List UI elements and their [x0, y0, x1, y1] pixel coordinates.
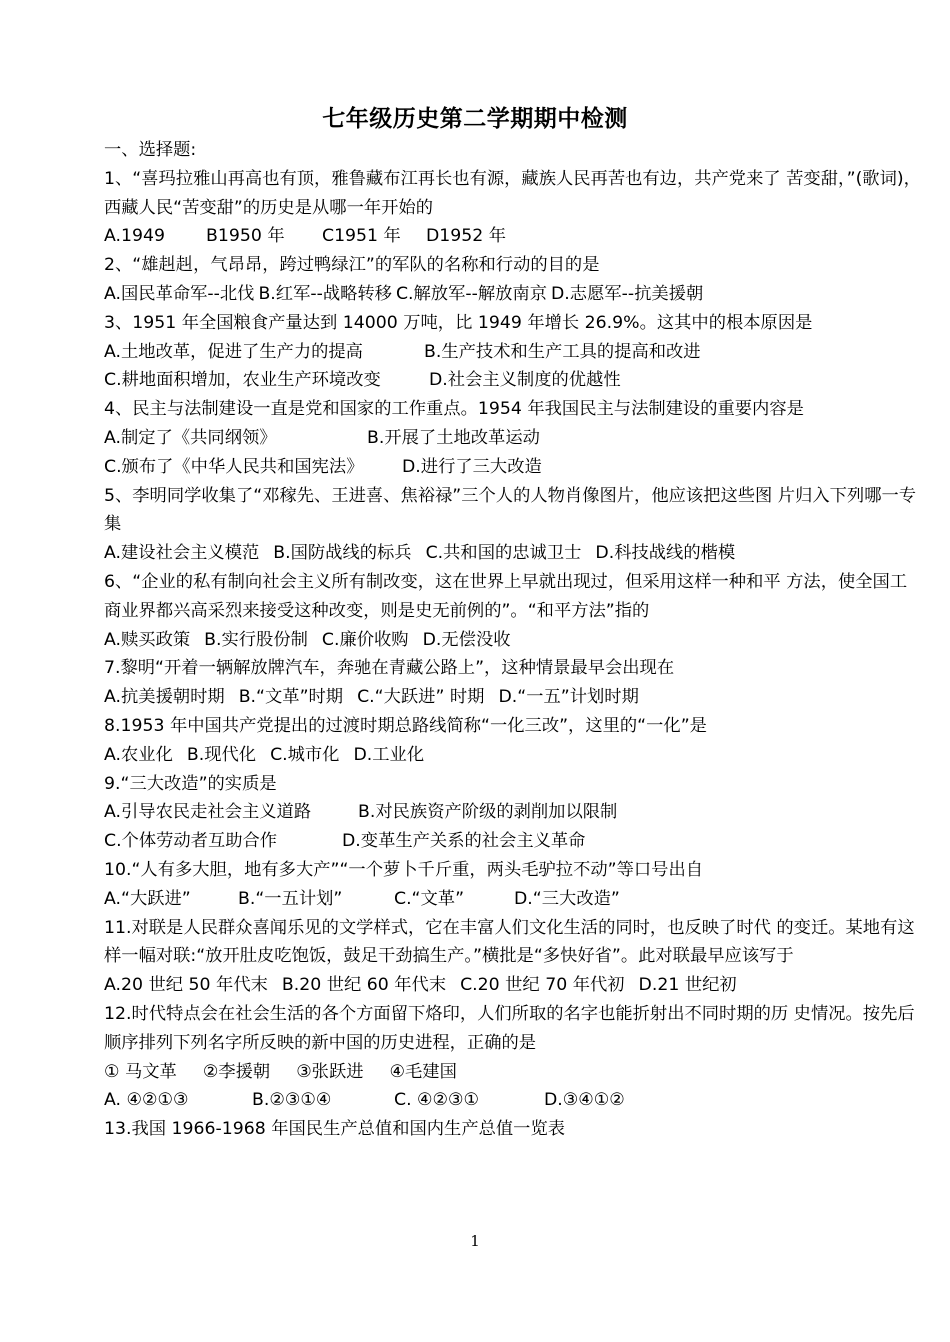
- option: B.实行股份制: [204, 629, 308, 650]
- option: D.工业化: [353, 744, 425, 765]
- option: A.引导农民走社会主义道路: [104, 802, 312, 823]
- option: B.对民族资产阶级的剥削加以限制: [358, 802, 618, 823]
- name-item: ③张跃进: [296, 1061, 364, 1082]
- option: B.生产技术和生产工具的提高和改进: [424, 341, 701, 362]
- question-stem: 11.对联是人民群众喜闻乐见的文学样式，它在丰富人们文化生活的同时，也反映了时代 的变迁。某地有这样一幅对联:“放开肚皮吃饱饭，鼓足干劲搞生产。”横批是“多快好省”。此对联最早应该写于: [104, 917, 915, 967]
- option: D.社会主义制度的优越性: [429, 370, 621, 391]
- option: C.“大跃进” 时期: [357, 687, 485, 708]
- question-stem: 5、李明同学收集了“邓稼先、王进喜、焦裕禄”三个人的人物肖像图片，他应该把这些图 片归入下列哪一专集: [104, 485, 917, 535]
- option: C.解放军--解放南京: [395, 283, 547, 304]
- question-stem: 1、“喜玛拉雅山再高也有顶，雅鲁藏布江再长也有源，藏族人民再苦也有边，共产党来了 苦变甜，”(歌词)，西藏人民“苦变甜”的历史是从哪一年开始的: [104, 168, 921, 218]
- option: C.20 世纪 70 年代初: [460, 975, 625, 996]
- option: B.“文革”时期: [238, 687, 344, 708]
- option: B.国防战线的标兵: [273, 543, 412, 564]
- question-stem: 9.“三大改造”的实质是: [104, 773, 277, 794]
- question-stem: 12.时代特点会在社会生活的各个方面留下烙印，人们所取的名字也能折射出不同时期的历 史情况。按先后顺序排列下列名字所反映的新中国的历史进程，正确的是: [104, 1003, 915, 1053]
- question-stem: 3、1951 年全国粮食产量达到 14000 万吨，比 1949 年增长 26.9%。这其中的根本原因是: [104, 312, 813, 333]
- question-options: [104, 338, 924, 367]
- question-options: [104, 453, 924, 482]
- question-options: [104, 741, 924, 770]
- option: B.现代化: [186, 744, 257, 765]
- option: D.志愿军--抗美援朝: [550, 283, 704, 304]
- question-options: [104, 222, 924, 251]
- question-stem: 13.我国 1966-1968 年国民生产总值和国内生产总值一览表: [104, 1119, 566, 1140]
- option: B.红军--战略转移: [258, 283, 392, 304]
- question-stem: 6、“企业的私有制向社会主义所有制改变，这在世界上早就出现过，但采用这样一种和平 方法，使全国工商业界都兴高采烈来接受这种改变，则是史无前例的”。“和平方法”指的: [104, 571, 908, 621]
- option: D.无偿没收: [422, 629, 511, 650]
- name-item: ②李援朝: [202, 1061, 271, 1082]
- question-options: [104, 539, 924, 568]
- question-options: [104, 366, 924, 395]
- option: D.科技战线的楷模: [595, 543, 736, 564]
- option: A.赎买政策: [104, 629, 191, 650]
- option: B1950 年: [206, 226, 285, 247]
- page-number: 1: [470, 1232, 480, 1250]
- option: A.土地改革，促进了生产力的提高: [104, 341, 363, 362]
- option: C.城市化: [270, 744, 340, 765]
- question-options: [104, 683, 924, 712]
- section-heading: 一、选择题:: [104, 140, 197, 160]
- question-options: [104, 1086, 924, 1115]
- question-options: [104, 885, 924, 914]
- option: D.变革生产关系的社会主义革命: [342, 831, 586, 852]
- option: A.国民革命军--北伐: [104, 283, 255, 304]
- option: A. ④②①③: [104, 1090, 189, 1111]
- option: C.廉价收购: [321, 629, 409, 650]
- option: D1952 年: [426, 226, 507, 247]
- name-list: [104, 1058, 924, 1087]
- option: A.抗美援朝时期: [104, 687, 225, 708]
- question-options: [104, 626, 924, 655]
- option: B.开展了土地改革运动: [367, 427, 540, 448]
- option: B.20 世纪 60 年代末: [281, 975, 447, 996]
- question-options: [104, 280, 924, 309]
- question-stem: 7.黎明“开着一辆解放牌汽车，奔驰在青藏公路上”，这种情景最早会出现在: [104, 658, 675, 679]
- option: C1951 年: [322, 226, 401, 247]
- question-stem: 8.1953 年中国共产党提出的过渡时期总路线简称“一化三改”，这里的“一化”是: [104, 715, 707, 736]
- option: A.20 世纪 50 年代末: [104, 975, 268, 996]
- option: D.21 世纪初: [638, 975, 737, 996]
- option: C. ④②③①: [394, 1090, 480, 1111]
- option: D.进行了三大改造: [402, 456, 542, 477]
- question-options: [104, 971, 924, 1000]
- question-stem: 10.“人有多大胆，地有多大产”“一个萝卜千斤重，两头毛驴拉不动”等口号出自: [104, 859, 704, 880]
- option: A.“大跃进”: [104, 888, 191, 909]
- option: D.“一五”计划时期: [498, 687, 639, 708]
- option: A.农业化: [104, 744, 173, 765]
- page-title: 七年级历史第二学期期中检测: [322, 106, 628, 132]
- option: A.1949: [104, 226, 165, 247]
- name-item: ① 马文革: [104, 1061, 177, 1082]
- question-list: [104, 136, 924, 1144]
- question-stem: 2、“雄赳赳，气昂昂，跨过鸭绿江”的军队的名称和行动的目的是: [104, 255, 600, 276]
- option: C.颁布了《中华人民共和国宪法》: [104, 456, 364, 477]
- question-options: [104, 798, 924, 827]
- question-options: [104, 424, 924, 453]
- option: C.共和国的忠诚卫士: [425, 543, 582, 564]
- option: A.制定了《共同纲领》: [104, 427, 277, 448]
- option: C.个体劳动者互助合作: [104, 831, 278, 852]
- option: D.“三大改造”: [514, 888, 620, 909]
- name-item: ④毛建国: [389, 1061, 457, 1082]
- option: C.“文革”: [394, 888, 465, 909]
- option: D.③④①②: [544, 1090, 625, 1111]
- question-options: [104, 827, 924, 856]
- option: A.建设社会主义模范: [104, 543, 260, 564]
- question-stem: 4、民主与法制建设一直是党和国家的工作重点。1954 年我国民主与法制建设的重要内容是: [104, 399, 804, 420]
- option: B.“一五计划”: [238, 888, 343, 909]
- option: B.②③①④: [252, 1090, 332, 1111]
- option: C.耕地面积增加，农业生产环境改变: [104, 370, 381, 391]
